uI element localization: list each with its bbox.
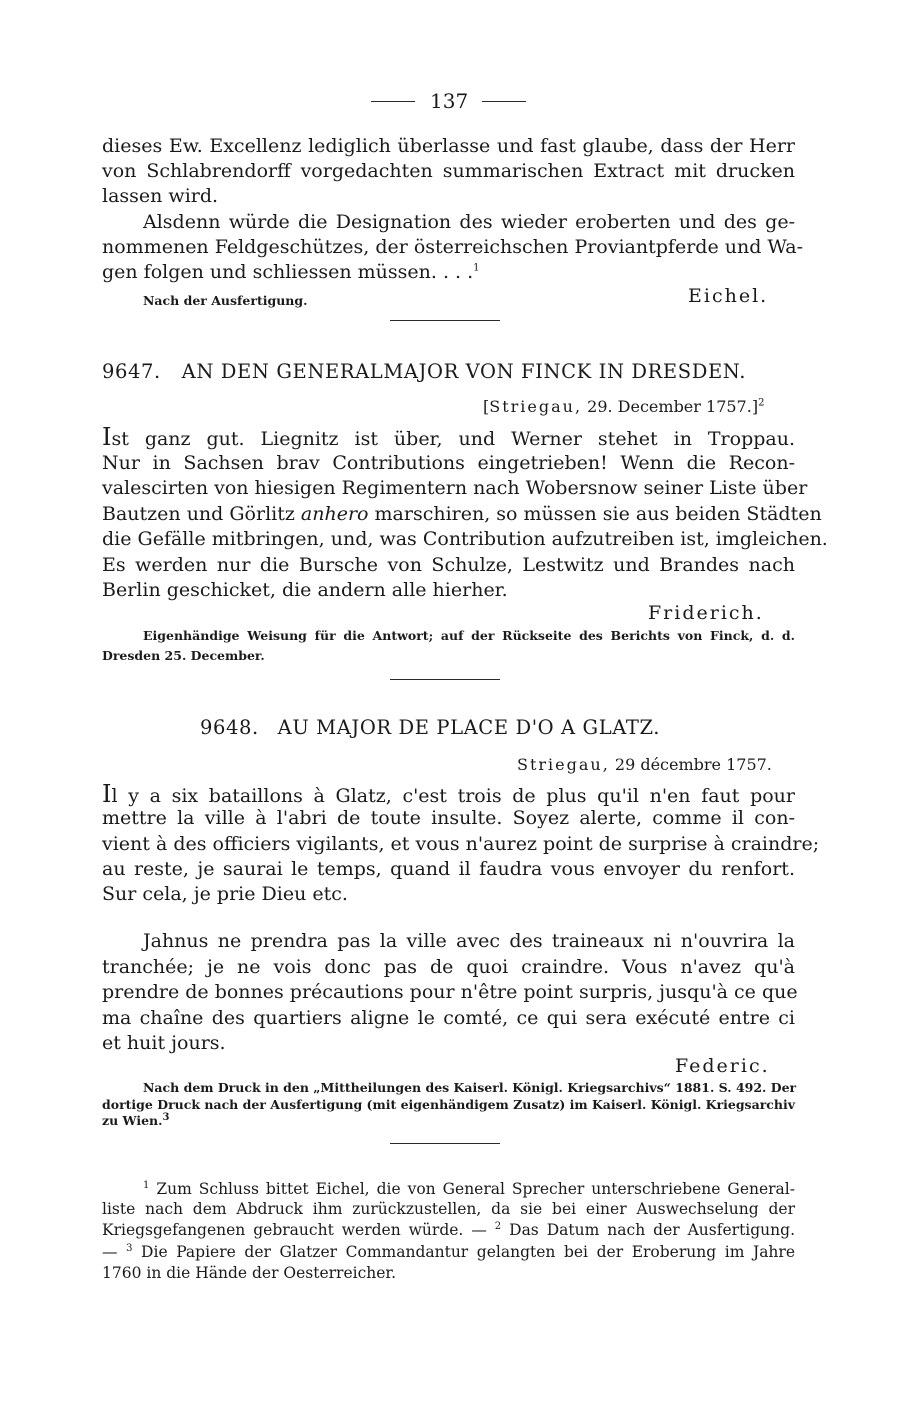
letter-number: 9647. bbox=[102, 360, 161, 383]
page-number-rule-right bbox=[482, 101, 526, 102]
body-line: dieses Ew. Excellenz lediglich überlasse und fast glaube, dass der Herr bbox=[102, 135, 795, 157]
body-line: Jahnus ne prendra pas la ville avec des traineaux ni n'ouvrira la bbox=[143, 930, 795, 952]
footnote-line: — $^3$ Die Papiere der Glatzer Commandantur gelangten bei der Eroberung im Jahre bbox=[102, 1242, 795, 1261]
source-note: Eigenhändige Weisung für die Antwort; auf der Rückseite des Berichts von Finck, d. d. bbox=[143, 628, 795, 643]
letter-dateline: Striegau, 29 décembre 1757. bbox=[517, 755, 772, 774]
place: Striegau, bbox=[517, 755, 610, 774]
body-line: ma chaîne des quartiers aligne le comté, ce qui sera exécuté entre ci bbox=[102, 1007, 795, 1029]
body-line: Ist ganz gut. Liegnitz ist über, und Werner stehet in Troppau. bbox=[102, 423, 795, 451]
footnote-line: $^1$ Zum Schluss bittet Eichel, die von General Sprecher unterschriebene General- bbox=[143, 1179, 795, 1198]
page-number-rule-left bbox=[371, 101, 415, 102]
body-line: Bautzen und Görlitz anhero marschiren, so müssen sie aus beiden Städten bbox=[102, 503, 822, 525]
place: Striegau, bbox=[489, 397, 583, 416]
signature: Federic. bbox=[675, 1055, 770, 1077]
letter-dateline: [Striegau, 29. December 1757.]$^2$ bbox=[483, 397, 765, 416]
letter-title: AU MAJOR DE PLACE D'O A GLATZ. bbox=[277, 716, 661, 739]
body-line: Es werden nur die Bursche von Schulze, Lestwitz und Brandes nach bbox=[102, 554, 795, 576]
body-text: gen folgen und schliessen müssen. . . . bbox=[102, 261, 474, 283]
body-line: Sur cela, je prie Dieu etc. bbox=[102, 883, 348, 905]
body-line: Nur in Sachsen brav Contributions eingetrieben! Wenn die Recon- bbox=[102, 452, 795, 474]
footnote-line: Kriegsgefangenen gebraucht werden würde. — $^2$ Das Datum nach der Ausfertigung. bbox=[102, 1220, 795, 1239]
body-line: Berlin geschicket, die andern alle hierher. bbox=[102, 579, 508, 601]
body-line: Alsdenn würde die Designation des wieder eroberten und des ge- bbox=[143, 211, 795, 233]
source-note: Nach der Ausfertigung. bbox=[143, 293, 308, 308]
letter-title: AN DEN GENERALMAJOR VON FINCK IN DRESDEN. bbox=[181, 360, 746, 383]
letter-heading bbox=[102, 360, 746, 383]
body-line: prendre de bonnes précautions pour n'être point surpris, jusqu'à ce que bbox=[102, 981, 798, 1003]
initial-letter: I bbox=[102, 423, 112, 451]
body-line: Il y a six bataillons à Glatz, c'est trois de plus qu'il n'en faut pour bbox=[102, 780, 795, 808]
footnote-ref: 3 bbox=[162, 1111, 170, 1123]
section-divider bbox=[390, 679, 500, 680]
letter-heading bbox=[200, 716, 660, 739]
body-line-with-footnote bbox=[102, 261, 480, 283]
footnote-line: liste nach dem Abdruck ihm zurückzustellen, da sie bei einer Auswechselung der bbox=[102, 1200, 795, 1218]
body-line: au reste, je saurai le temps, quand il faudra vous envoyer du renfort. bbox=[102, 858, 795, 880]
body-line: valescirten von hiesigen Regimentern nach Wobersnow seiner Liste über bbox=[102, 477, 808, 499]
footnote-ref: 1 bbox=[473, 262, 480, 274]
footnote-ref: 2 bbox=[758, 397, 765, 409]
page-number: 137 bbox=[430, 89, 469, 113]
body-line: tranchée; je ne vois donc pas de quoi craindre. Vous n'avez qu'à bbox=[102, 956, 795, 978]
source-note: Dresden 25. December. bbox=[102, 648, 265, 663]
source-note: dortige Druck nach der Ausfertigung (mit eigenhändigem Zusatz) im Kaiserl. Königl. Kriegsarchiv bbox=[102, 1097, 795, 1112]
initial-letter: I bbox=[102, 780, 112, 808]
signature: Eichel. bbox=[688, 285, 769, 307]
letter-number: 9648. bbox=[200, 716, 259, 739]
body-line: et huit jours. bbox=[102, 1032, 226, 1054]
section-divider bbox=[390, 320, 500, 321]
signature: Friderich. bbox=[648, 602, 764, 624]
source-note: Nach dem Druck in den „Mittheilungen des Kaiserl. Königl. Kriegsarchivs“ 1881. S. 492. Der bbox=[143, 1080, 797, 1095]
source-note: zu Wien.$^3$ bbox=[102, 1111, 170, 1128]
body-line: lassen wird. bbox=[102, 185, 219, 207]
body-line: mettre la ville à l'abri de toute insulte. Soyez alerte, comme il con- bbox=[102, 807, 795, 829]
body-line: von Schlabrendorff vorgedachten summarischen Extract mit drucken bbox=[102, 160, 795, 182]
body-line: die Gefälle mitbringen, und, was Contribution aufzutreiben ist, imgleichen. bbox=[102, 528, 828, 550]
body-line: nommenen Feldgeschützes, der österreichschen Proviantpferde und Wa- bbox=[102, 236, 804, 258]
body-line: vient à des officiers vigilants, et vous n'aurez point de surprise à craindre; bbox=[102, 833, 820, 855]
footnote-line: 1760 in die Hände der Oesterreicher. bbox=[102, 1264, 397, 1282]
section-divider bbox=[390, 1143, 500, 1144]
